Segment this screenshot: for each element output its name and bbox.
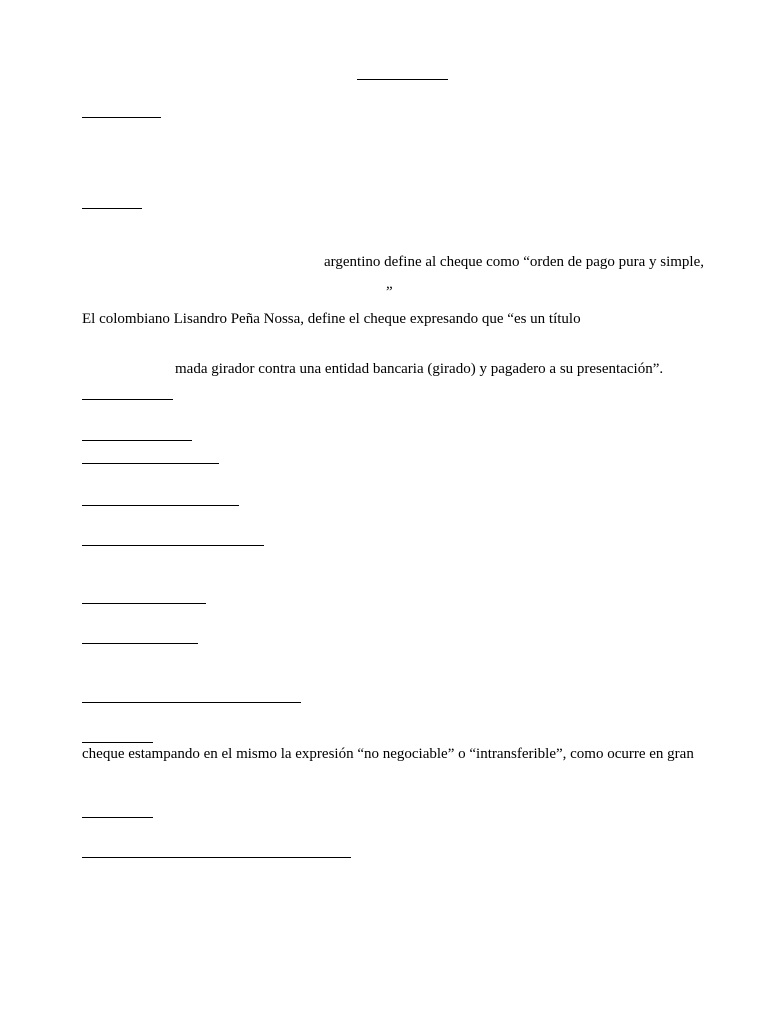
heading-underline [82,643,198,644]
heading-underline [82,440,192,441]
heading-underline [82,399,173,400]
paragraph-line: ” [386,284,393,300]
heading-underline [82,857,351,858]
heading-underline [82,603,206,604]
paragraph-line: cheque estampando en el mismo la expresión “no negociable” o “intransferible”, como ocurre en gran [82,746,694,762]
paragraph-line: argentino define al cheque como “orden de pago pura y simple, [324,254,705,270]
heading-underline [82,742,153,743]
title-underline [357,79,448,80]
heading-underline [82,702,301,703]
heading-underline [82,463,219,464]
heading-underline [82,208,142,209]
paragraph-line: El colombiano Lisandro Peña Nossa, define el cheque expresando que “es un título [82,311,581,327]
heading-underline [82,817,153,818]
heading-underline [82,545,264,546]
paragraph-line: mada girador contra una entidad bancaria (girado) y pagadero a su presentación”. [175,361,664,377]
heading-underline [82,117,161,118]
heading-underline [82,505,239,506]
